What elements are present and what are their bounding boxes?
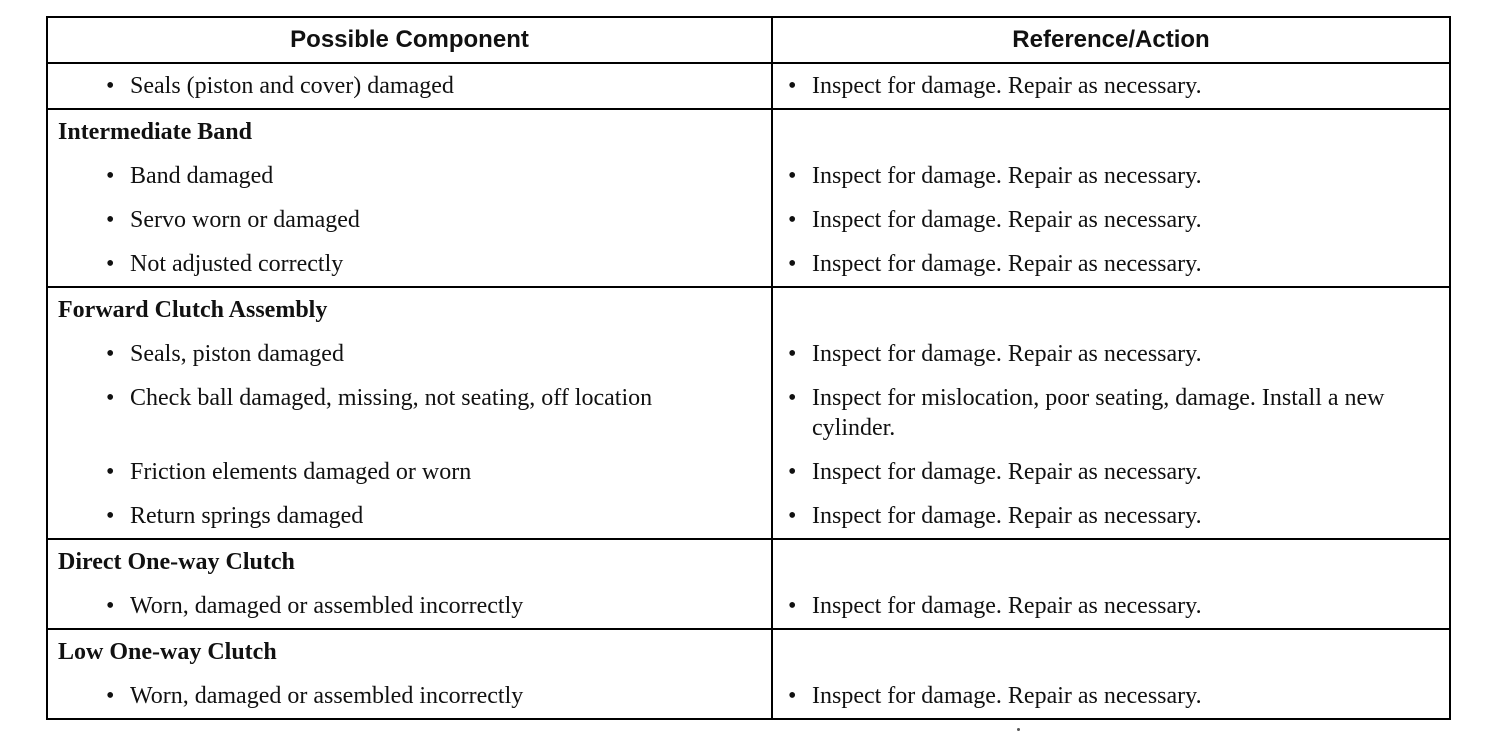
action-item bbox=[783, 681, 1439, 711]
empty-action-cell bbox=[772, 109, 1450, 154]
component-item bbox=[58, 681, 761, 711]
component-cell bbox=[47, 494, 772, 539]
table-row bbox=[47, 242, 1450, 287]
bullet-icon: • bbox=[106, 341, 115, 367]
header-row bbox=[47, 17, 1450, 63]
table-row bbox=[47, 332, 1450, 376]
bullet-icon: • bbox=[106, 683, 115, 709]
action-text: Inspect for mislocation, poor seating, damage. Install a new cylinder. bbox=[812, 385, 1385, 441]
component-text: Worn, damaged or assembled incorrectly bbox=[130, 683, 524, 709]
table-row bbox=[47, 494, 1450, 539]
action-cell bbox=[772, 674, 1450, 719]
component-item bbox=[58, 339, 761, 369]
bullet-icon: • bbox=[106, 385, 115, 411]
table-row bbox=[47, 63, 1450, 109]
group-row bbox=[47, 109, 1450, 154]
component-text: Worn, damaged or assembled incorrectly bbox=[130, 593, 524, 619]
empty-action-cell bbox=[772, 629, 1450, 674]
action-cell bbox=[772, 332, 1450, 376]
action-cell bbox=[772, 376, 1450, 450]
bullet-icon: • bbox=[788, 207, 797, 233]
bullet-icon: • bbox=[106, 503, 115, 529]
table-row bbox=[47, 584, 1450, 629]
group-title: Intermediate Band bbox=[47, 109, 772, 154]
action-cell bbox=[772, 63, 1450, 109]
bullet-icon: • bbox=[788, 251, 797, 277]
action-text: Inspect for damage. Repair as necessary. bbox=[812, 593, 1202, 619]
action-text: Inspect for damage. Repair as necessary. bbox=[812, 73, 1202, 99]
component-cell bbox=[47, 584, 772, 629]
action-cell bbox=[772, 198, 1450, 242]
bullet-icon: • bbox=[788, 73, 797, 99]
header-possible-component: Possible Component bbox=[47, 17, 772, 63]
component-item bbox=[58, 161, 761, 191]
action-item bbox=[783, 383, 1439, 443]
group-row bbox=[47, 539, 1450, 584]
bullet-icon: • bbox=[788, 341, 797, 367]
component-text: Seals, piston damaged bbox=[130, 341, 344, 367]
action-text: Inspect for damage. Repair as necessary. bbox=[812, 683, 1202, 709]
troubleshooting-table bbox=[46, 16, 1451, 720]
bullet-icon: • bbox=[788, 459, 797, 485]
table-row bbox=[47, 154, 1450, 198]
action-item bbox=[783, 339, 1439, 369]
action-cell bbox=[772, 584, 1450, 629]
empty-action-cell bbox=[772, 539, 1450, 584]
component-cell bbox=[47, 63, 772, 109]
table-row bbox=[47, 376, 1450, 450]
action-cell bbox=[772, 154, 1450, 198]
table-row bbox=[47, 450, 1450, 494]
action-item bbox=[783, 501, 1439, 531]
component-item bbox=[58, 591, 761, 621]
component-text: Not adjusted correctly bbox=[130, 251, 344, 277]
component-text: Check ball damaged, missing, not seating, off location bbox=[130, 385, 653, 411]
component-cell bbox=[47, 242, 772, 287]
table-row bbox=[47, 674, 1450, 719]
action-text: Inspect for damage. Repair as necessary. bbox=[812, 459, 1202, 485]
bullet-icon: • bbox=[106, 207, 115, 233]
bullet-icon: • bbox=[788, 593, 797, 619]
bullet-icon: • bbox=[106, 459, 115, 485]
bullet-icon: • bbox=[788, 163, 797, 189]
table-row bbox=[47, 198, 1450, 242]
action-item bbox=[783, 161, 1439, 191]
component-item bbox=[58, 383, 761, 413]
component-text: Servo worn or damaged bbox=[130, 207, 360, 233]
component-item bbox=[58, 457, 761, 487]
action-text: Inspect for damage. Repair as necessary. bbox=[812, 251, 1202, 277]
component-cell bbox=[47, 450, 772, 494]
action-item bbox=[783, 591, 1439, 621]
component-text: Band damaged bbox=[130, 163, 274, 189]
action-item bbox=[783, 71, 1439, 101]
component-item bbox=[58, 501, 761, 531]
bullet-icon: • bbox=[106, 73, 115, 99]
action-cell bbox=[772, 242, 1450, 287]
group-title: Forward Clutch Assembly bbox=[47, 287, 772, 332]
component-cell bbox=[47, 332, 772, 376]
action-item bbox=[783, 457, 1439, 487]
group-row bbox=[47, 287, 1450, 332]
component-text: Return springs damaged bbox=[130, 503, 364, 529]
bullet-icon: • bbox=[788, 503, 797, 529]
action-item bbox=[783, 205, 1439, 235]
component-item bbox=[58, 205, 761, 235]
empty-action-cell bbox=[772, 287, 1450, 332]
bullet-icon: • bbox=[788, 385, 797, 411]
component-cell bbox=[47, 376, 772, 450]
component-text: Seals (piston and cover) damaged bbox=[130, 73, 454, 99]
group-row bbox=[47, 629, 1450, 674]
bullet-icon: • bbox=[106, 593, 115, 619]
header-reference-action: Reference/Action bbox=[772, 17, 1450, 63]
action-cell bbox=[772, 494, 1450, 539]
group-title: Low One-way Clutch bbox=[47, 629, 772, 674]
action-item bbox=[783, 249, 1439, 279]
action-cell bbox=[772, 450, 1450, 494]
group-title: Direct One-way Clutch bbox=[47, 539, 772, 584]
bullet-icon: • bbox=[788, 683, 797, 709]
component-item bbox=[58, 249, 761, 279]
action-text: Inspect for damage. Repair as necessary. bbox=[812, 207, 1202, 233]
action-text: Inspect for damage. Repair as necessary. bbox=[812, 341, 1202, 367]
component-item bbox=[58, 71, 761, 101]
bullet-icon: • bbox=[106, 163, 115, 189]
action-text: Inspect for damage. Repair as necessary. bbox=[812, 163, 1202, 189]
bullet-icon: • bbox=[106, 251, 115, 277]
component-cell bbox=[47, 154, 772, 198]
action-text: Inspect for damage. Repair as necessary. bbox=[812, 503, 1202, 529]
table-body bbox=[47, 63, 1450, 719]
component-cell bbox=[47, 198, 772, 242]
component-text: Friction elements damaged or worn bbox=[130, 459, 472, 485]
component-cell bbox=[47, 674, 772, 719]
scan-speck bbox=[1017, 728, 1020, 731]
